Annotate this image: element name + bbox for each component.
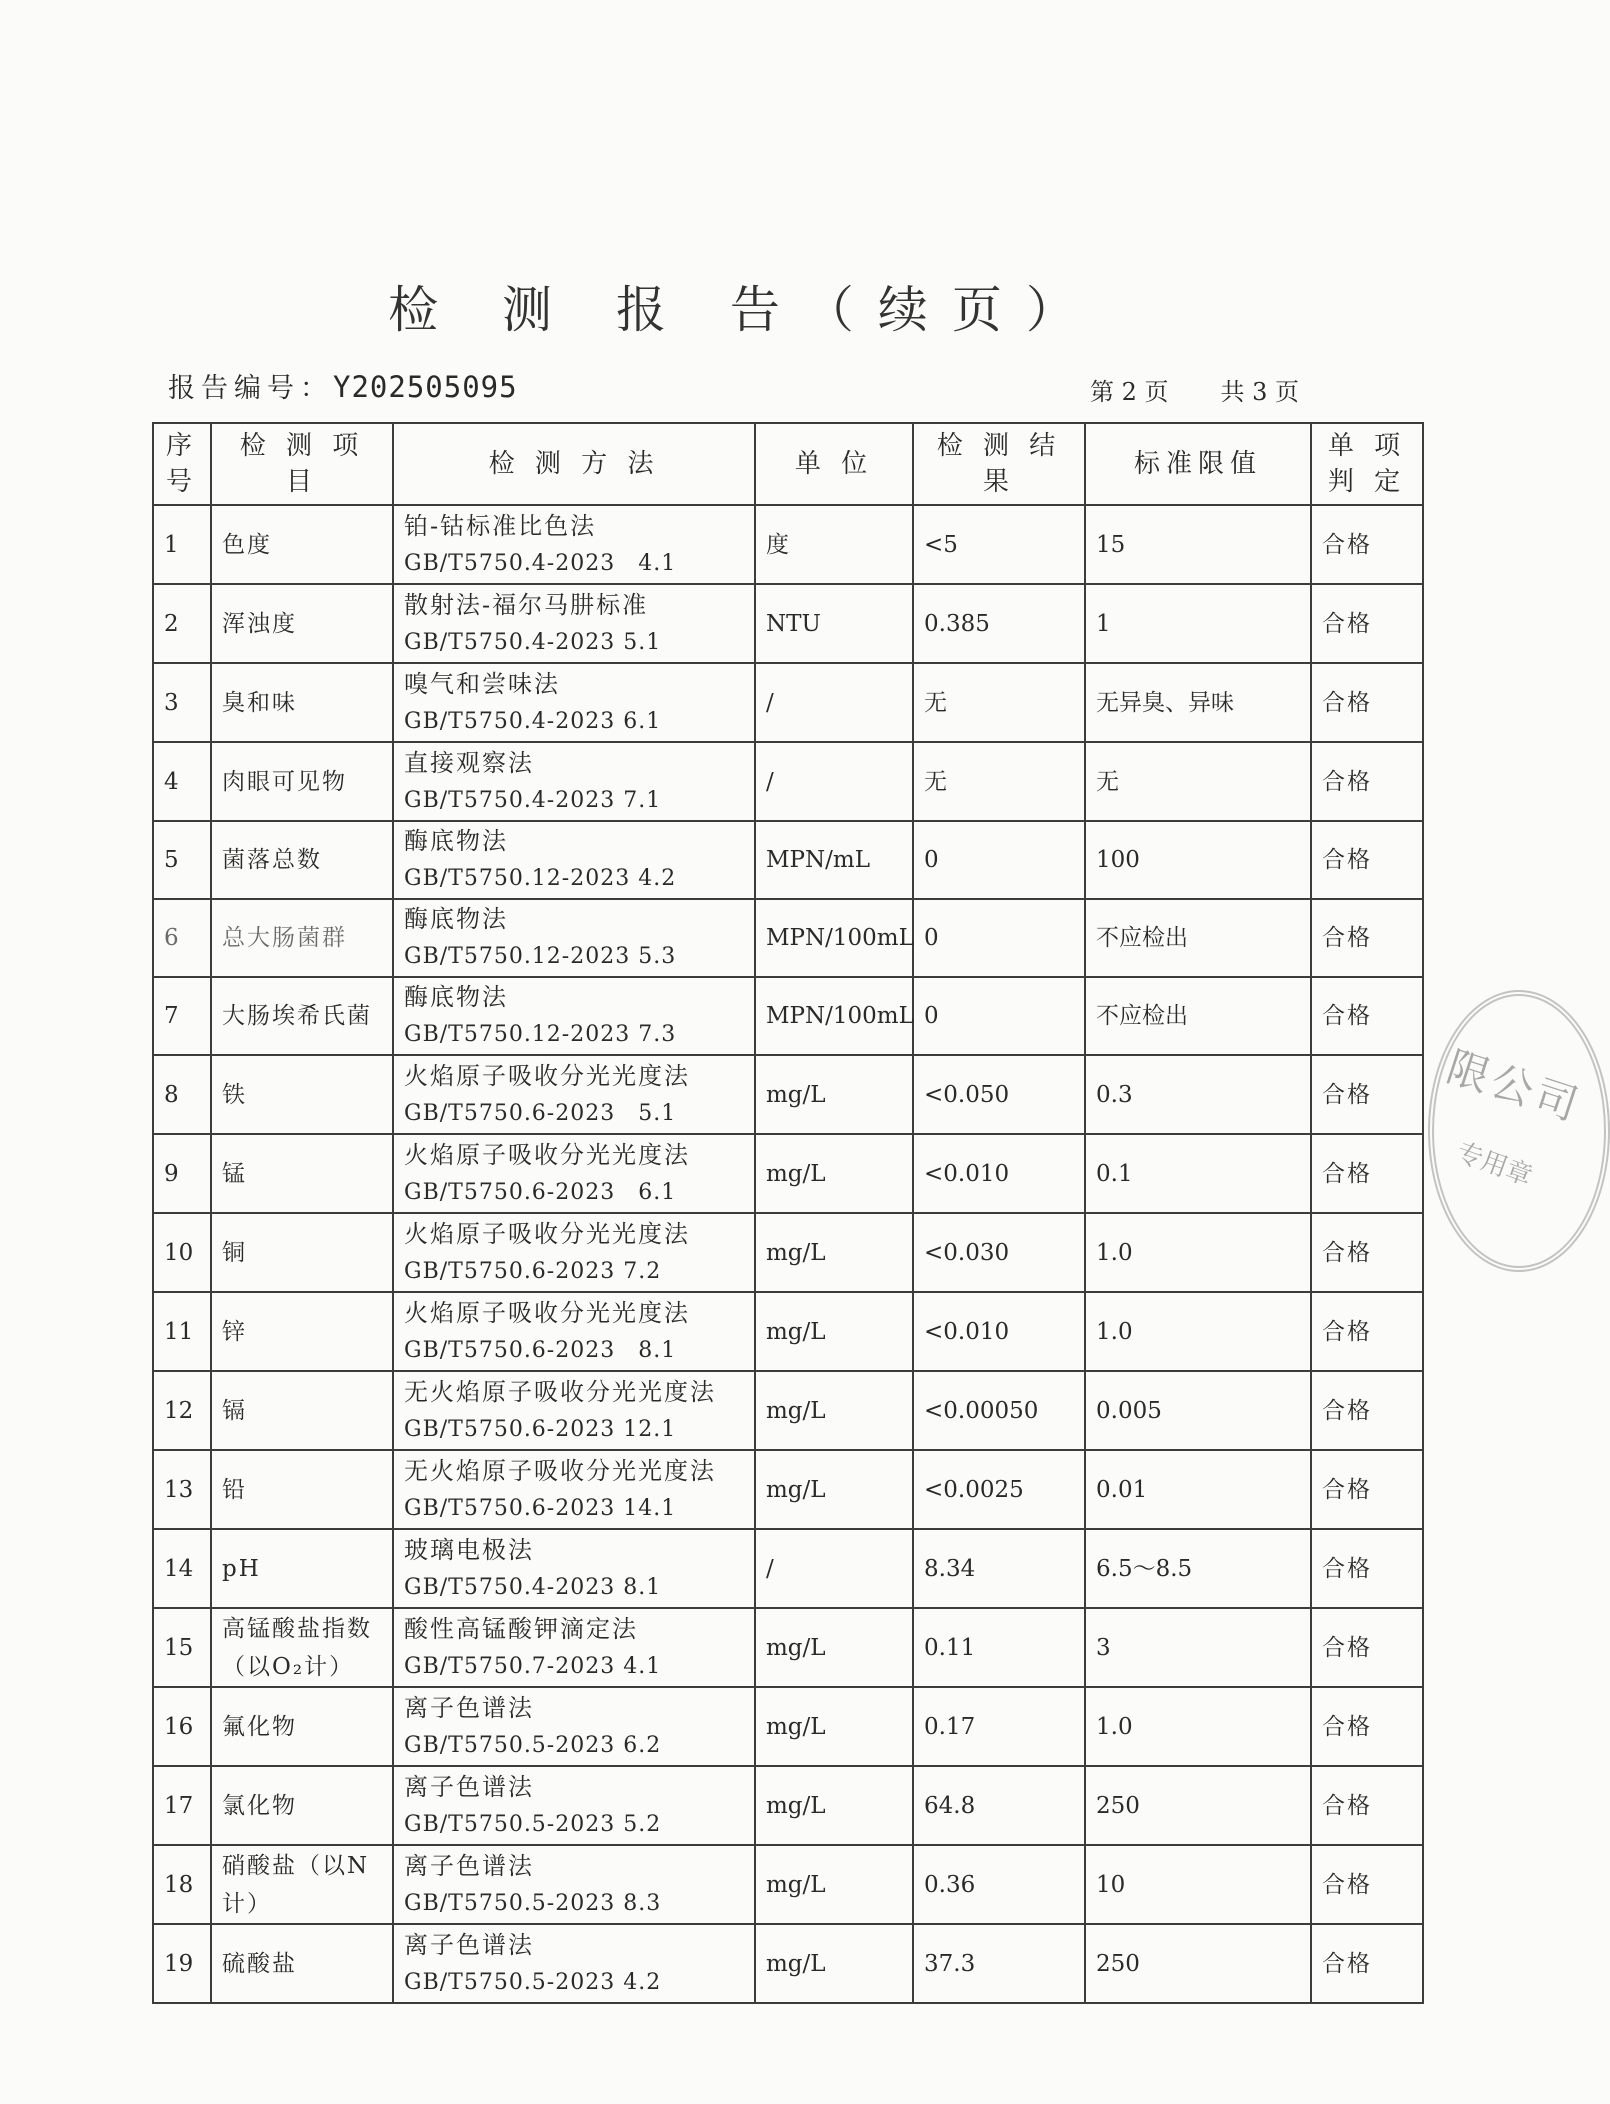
cell-seq: 4 [153, 742, 211, 821]
cell-verdict: 合格 [1311, 663, 1423, 742]
method-name: 嗅气和尝味法 [404, 669, 560, 698]
cell-seq: 1 [153, 505, 211, 584]
method-standard: GB/T5750.6-2023 7.2 [404, 1258, 662, 1284]
cell-unit: mg/L [755, 1924, 913, 2003]
cell-method [393, 742, 755, 821]
cell-verdict: 合格 [1311, 1371, 1423, 1450]
cell-method [393, 899, 755, 977]
method-standard: GB/T5750.6-2023 14.1 [404, 1495, 677, 1521]
table-row [153, 742, 1423, 821]
cell-unit: mg/L [755, 1608, 913, 1687]
cell-seq: 2 [153, 584, 211, 663]
cell-result: 64.8 [913, 1766, 1085, 1845]
cell-method [393, 1055, 755, 1134]
cell-seq: 17 [153, 1766, 211, 1845]
cell-limit: 无异臭、异味 [1085, 663, 1311, 742]
table-row [153, 1371, 1423, 1450]
cell-item: 总大肠菌群 [211, 899, 393, 977]
cell-verdict: 合格 [1311, 1608, 1423, 1687]
cell-result: 0.385 [913, 584, 1085, 663]
report-number-value: Y202505095 [333, 370, 518, 404]
method-name: 火焰原子吸收分光光度法 [404, 1298, 690, 1327]
method-standard: GB/T5750.5-2023 5.2 [404, 1811, 662, 1837]
method-name: 直接观察法 [404, 748, 534, 777]
cell-limit: 1.0 [1085, 1292, 1311, 1371]
cell-result: <0.050 [913, 1055, 1085, 1134]
cell-item: 锰 [211, 1134, 393, 1213]
cell-verdict: 合格 [1311, 1687, 1423, 1766]
cell-seq: 18 [153, 1845, 211, 1924]
header-result: 检 测 结 果 [913, 423, 1085, 505]
method-name: 无火焰原子吸收分光光度法 [404, 1377, 716, 1406]
method-name: 酶底物法 [404, 983, 508, 1011]
method-name: 酸性高锰酸钾滴定法 [404, 1614, 638, 1643]
cell-unit: mg/L [755, 1766, 913, 1845]
cell-verdict: 合格 [1311, 1924, 1423, 2003]
cell-item: 硝酸盐（以N计） [211, 1845, 393, 1924]
table-row [153, 663, 1423, 742]
cell-item: pH [211, 1529, 393, 1608]
company-seal-stamp [1428, 990, 1610, 1272]
cell-limit: 6.5～8.5 [1085, 1529, 1311, 1608]
cell-result: 0 [913, 899, 1085, 977]
cell-limit: 0.005 [1085, 1371, 1311, 1450]
cell-method [393, 1924, 755, 2003]
cell-unit: mg/L [755, 1134, 913, 1213]
cell-limit: 不应检出 [1085, 977, 1311, 1055]
cell-method [393, 663, 755, 742]
cell-unit: / [755, 663, 913, 742]
method-standard: GB/T5750.5-2023 6.2 [404, 1732, 662, 1758]
cell-method [393, 1371, 755, 1450]
cell-seq: 12 [153, 1371, 211, 1450]
method-name: 酶底物法 [404, 905, 508, 933]
cell-unit: NTU [755, 584, 913, 663]
cell-result: <0.030 [913, 1213, 1085, 1292]
cell-method [393, 505, 755, 584]
report-number [168, 366, 518, 405]
cell-item: 锌 [211, 1292, 393, 1371]
method-name: 火焰原子吸收分光光度法 [404, 1219, 690, 1248]
table-row [153, 1292, 1423, 1371]
cell-method [393, 1450, 755, 1529]
cell-item: 臭和味 [211, 663, 393, 742]
table-row [153, 1529, 1423, 1608]
cell-item: 铜 [211, 1213, 393, 1292]
method-standard: GB/T5750.5-2023 4.2 [404, 1969, 662, 1995]
cell-verdict: 合格 [1311, 977, 1423, 1055]
cell-unit: mg/L [755, 1213, 913, 1292]
cell-limit: 250 [1085, 1924, 1311, 2003]
cell-verdict: 合格 [1311, 584, 1423, 663]
cell-item: 硫酸盐 [211, 1924, 393, 2003]
cell-verdict: 合格 [1311, 899, 1423, 977]
cell-verdict: 合格 [1311, 1450, 1423, 1529]
table-row [153, 1450, 1423, 1529]
stamp-text-2: 专用章 [1452, 1137, 1536, 1193]
cell-seq: 11 [153, 1292, 211, 1371]
cell-result: <5 [913, 505, 1085, 584]
cell-seq: 8 [153, 1055, 211, 1134]
cell-limit: 1.0 [1085, 1687, 1311, 1766]
table-row [153, 1766, 1423, 1845]
cell-unit: mg/L [755, 1055, 913, 1134]
table-row [153, 505, 1423, 584]
method-name: 离子色谱法 [404, 1930, 534, 1959]
cell-verdict: 合格 [1311, 505, 1423, 584]
method-name: 离子色谱法 [404, 1693, 534, 1722]
cell-item: 铁 [211, 1055, 393, 1134]
header-limit: 标准限值 [1085, 423, 1311, 505]
cell-item: 肉眼可见物 [211, 742, 393, 821]
cell-unit: mg/L [755, 1687, 913, 1766]
method-name: 玻璃电极法 [404, 1535, 534, 1564]
table-row [153, 1213, 1423, 1292]
cell-limit: 0.1 [1085, 1134, 1311, 1213]
cell-unit: MPN/mL [755, 821, 913, 899]
cell-item: 镉 [211, 1371, 393, 1450]
cell-result: 0 [913, 977, 1085, 1055]
table-row [153, 584, 1423, 663]
cell-result: 0.17 [913, 1687, 1085, 1766]
cell-result: <0.00050 [913, 1371, 1085, 1450]
cell-seq: 16 [153, 1687, 211, 1766]
table-row [153, 821, 1423, 899]
cell-limit: 不应检出 [1085, 899, 1311, 977]
cell-seq: 19 [153, 1924, 211, 2003]
header-verdict: 单 项 判 定 [1311, 423, 1423, 505]
report-number-label: 报告编号： [168, 373, 333, 404]
cell-limit: 1.0 [1085, 1213, 1311, 1292]
cell-limit: 250 [1085, 1766, 1311, 1845]
cell-limit: 10 [1085, 1845, 1311, 1924]
stamp-text-1: 限公司 [1441, 1041, 1588, 1132]
method-name: 火焰原子吸收分光光度法 [404, 1140, 690, 1169]
cell-method [393, 977, 755, 1055]
cell-result: 无 [913, 663, 1085, 742]
cell-item: 色度 [211, 505, 393, 584]
cell-limit: 0.01 [1085, 1450, 1311, 1529]
method-name: 铂-钴标准比色法 [404, 511, 597, 540]
cell-limit: 无 [1085, 742, 1311, 821]
method-name: 火焰原子吸收分光光度法 [404, 1061, 690, 1090]
cell-verdict: 合格 [1311, 1055, 1423, 1134]
cell-verdict: 合格 [1311, 1134, 1423, 1213]
table-row [153, 977, 1423, 1055]
table-row [153, 1055, 1423, 1134]
cell-item: 浑浊度 [211, 584, 393, 663]
cell-verdict: 合格 [1311, 1213, 1423, 1292]
header-item: 检 测 项 目 [211, 423, 393, 505]
table-row [153, 1845, 1423, 1924]
cell-unit: mg/L [755, 1450, 913, 1529]
cell-result: 0.11 [913, 1608, 1085, 1687]
cell-result: 无 [913, 742, 1085, 821]
page-title: 检 测 报 告（续页） [388, 281, 1100, 339]
cell-seq: 15 [153, 1608, 211, 1687]
method-standard: GB/T5750.6-2023 6.1 [404, 1179, 677, 1205]
cell-limit: 1 [1085, 584, 1311, 663]
cell-verdict: 合格 [1311, 742, 1423, 821]
header-method: 检 测 方 法 [393, 423, 755, 505]
method-standard: GB/T5750.4-2023 7.1 [404, 787, 662, 813]
cell-item: 铅 [211, 1450, 393, 1529]
cell-unit: 度 [755, 505, 913, 584]
cell-verdict: 合格 [1311, 1845, 1423, 1924]
cell-seq: 7 [153, 977, 211, 1055]
cell-method [393, 821, 755, 899]
table-row [153, 1608, 1423, 1687]
cell-verdict: 合格 [1311, 1766, 1423, 1845]
cell-result: 0 [913, 821, 1085, 899]
table-row [153, 1134, 1423, 1213]
current-page: 第 2 页 [1090, 378, 1169, 406]
method-standard: GB/T5750.6-2023 8.1 [404, 1337, 677, 1363]
cell-item: 菌落总数 [211, 821, 393, 899]
cell-result: 37.3 [913, 1924, 1085, 2003]
cell-method [393, 1766, 755, 1845]
cell-item: 氯化物 [211, 1766, 393, 1845]
method-standard: GB/T5750.7-2023 4.1 [404, 1653, 662, 1679]
method-standard: GB/T5750.4-2023 4.1 [404, 550, 677, 576]
method-name: 离子色谱法 [404, 1772, 534, 1801]
cell-method [393, 584, 755, 663]
cell-seq: 6 [153, 899, 211, 977]
cell-result: <0.0025 [913, 1450, 1085, 1529]
cell-limit: 3 [1085, 1608, 1311, 1687]
cell-item: 大肠埃希氏菌 [211, 977, 393, 1055]
method-standard: GB/T5750.6-2023 5.1 [404, 1100, 677, 1126]
method-standard: GB/T5750.4-2023 5.1 [404, 629, 662, 655]
method-standard: GB/T5750.12-2023 4.2 [404, 866, 677, 891]
cell-method [393, 1608, 755, 1687]
cell-seq: 13 [153, 1450, 211, 1529]
cell-method [393, 1687, 755, 1766]
cell-method [393, 1134, 755, 1213]
method-standard: GB/T5750.12-2023 5.3 [404, 944, 677, 969]
cell-seq: 5 [153, 821, 211, 899]
method-standard: GB/T5750.12-2023 7.3 [404, 1022, 677, 1047]
cell-limit: 0.3 [1085, 1055, 1311, 1134]
table-header-row [153, 423, 1423, 505]
cell-method [393, 1845, 755, 1924]
cell-result: 0.36 [913, 1845, 1085, 1924]
cell-verdict: 合格 [1311, 1292, 1423, 1371]
table-row [153, 1687, 1423, 1766]
cell-method [393, 1292, 755, 1371]
method-standard: GB/T5750.5-2023 8.3 [404, 1890, 662, 1916]
cell-result: 8.34 [913, 1529, 1085, 1608]
cell-verdict: 合格 [1311, 821, 1423, 899]
cell-unit: / [755, 742, 913, 821]
cell-unit: mg/L [755, 1371, 913, 1450]
table-row [153, 899, 1423, 977]
cell-method [393, 1529, 755, 1608]
cell-item: 高锰酸盐指数（以O₂计） [211, 1608, 393, 1687]
cell-seq: 14 [153, 1529, 211, 1608]
total-pages: 共 3 页 [1220, 378, 1300, 406]
cell-result: <0.010 [913, 1134, 1085, 1213]
cell-verdict: 合格 [1311, 1529, 1423, 1608]
cell-method [393, 1213, 755, 1292]
cell-seq: 3 [153, 663, 211, 742]
method-standard: GB/T5750.4-2023 8.1 [404, 1574, 662, 1600]
header-unit: 单 位 [755, 423, 913, 505]
cell-seq: 9 [153, 1134, 211, 1213]
method-standard: GB/T5750.6-2023 12.1 [404, 1416, 677, 1442]
method-name: 酶底物法 [404, 827, 508, 855]
cell-unit: / [755, 1529, 913, 1608]
cell-result: <0.010 [913, 1292, 1085, 1371]
test-results-table [152, 422, 1424, 2004]
cell-unit: mg/L [755, 1292, 913, 1371]
cell-unit: mg/L [755, 1845, 913, 1924]
cell-unit: MPN/100mL [755, 977, 913, 1055]
cell-unit: MPN/100mL [755, 899, 913, 977]
method-name: 离子色谱法 [404, 1851, 534, 1880]
method-standard: GB/T5750.4-2023 6.1 [404, 708, 662, 734]
cell-limit: 100 [1085, 821, 1311, 899]
method-name: 无火焰原子吸收分光光度法 [404, 1456, 716, 1485]
table-row [153, 1924, 1423, 2003]
cell-item: 氟化物 [211, 1687, 393, 1766]
method-name: 散射法-福尔马肼标准 [404, 590, 649, 619]
page-indicator [1090, 372, 1299, 407]
cell-seq: 10 [153, 1213, 211, 1292]
cell-limit: 15 [1085, 505, 1311, 584]
header-seq: 序号 [153, 423, 211, 505]
